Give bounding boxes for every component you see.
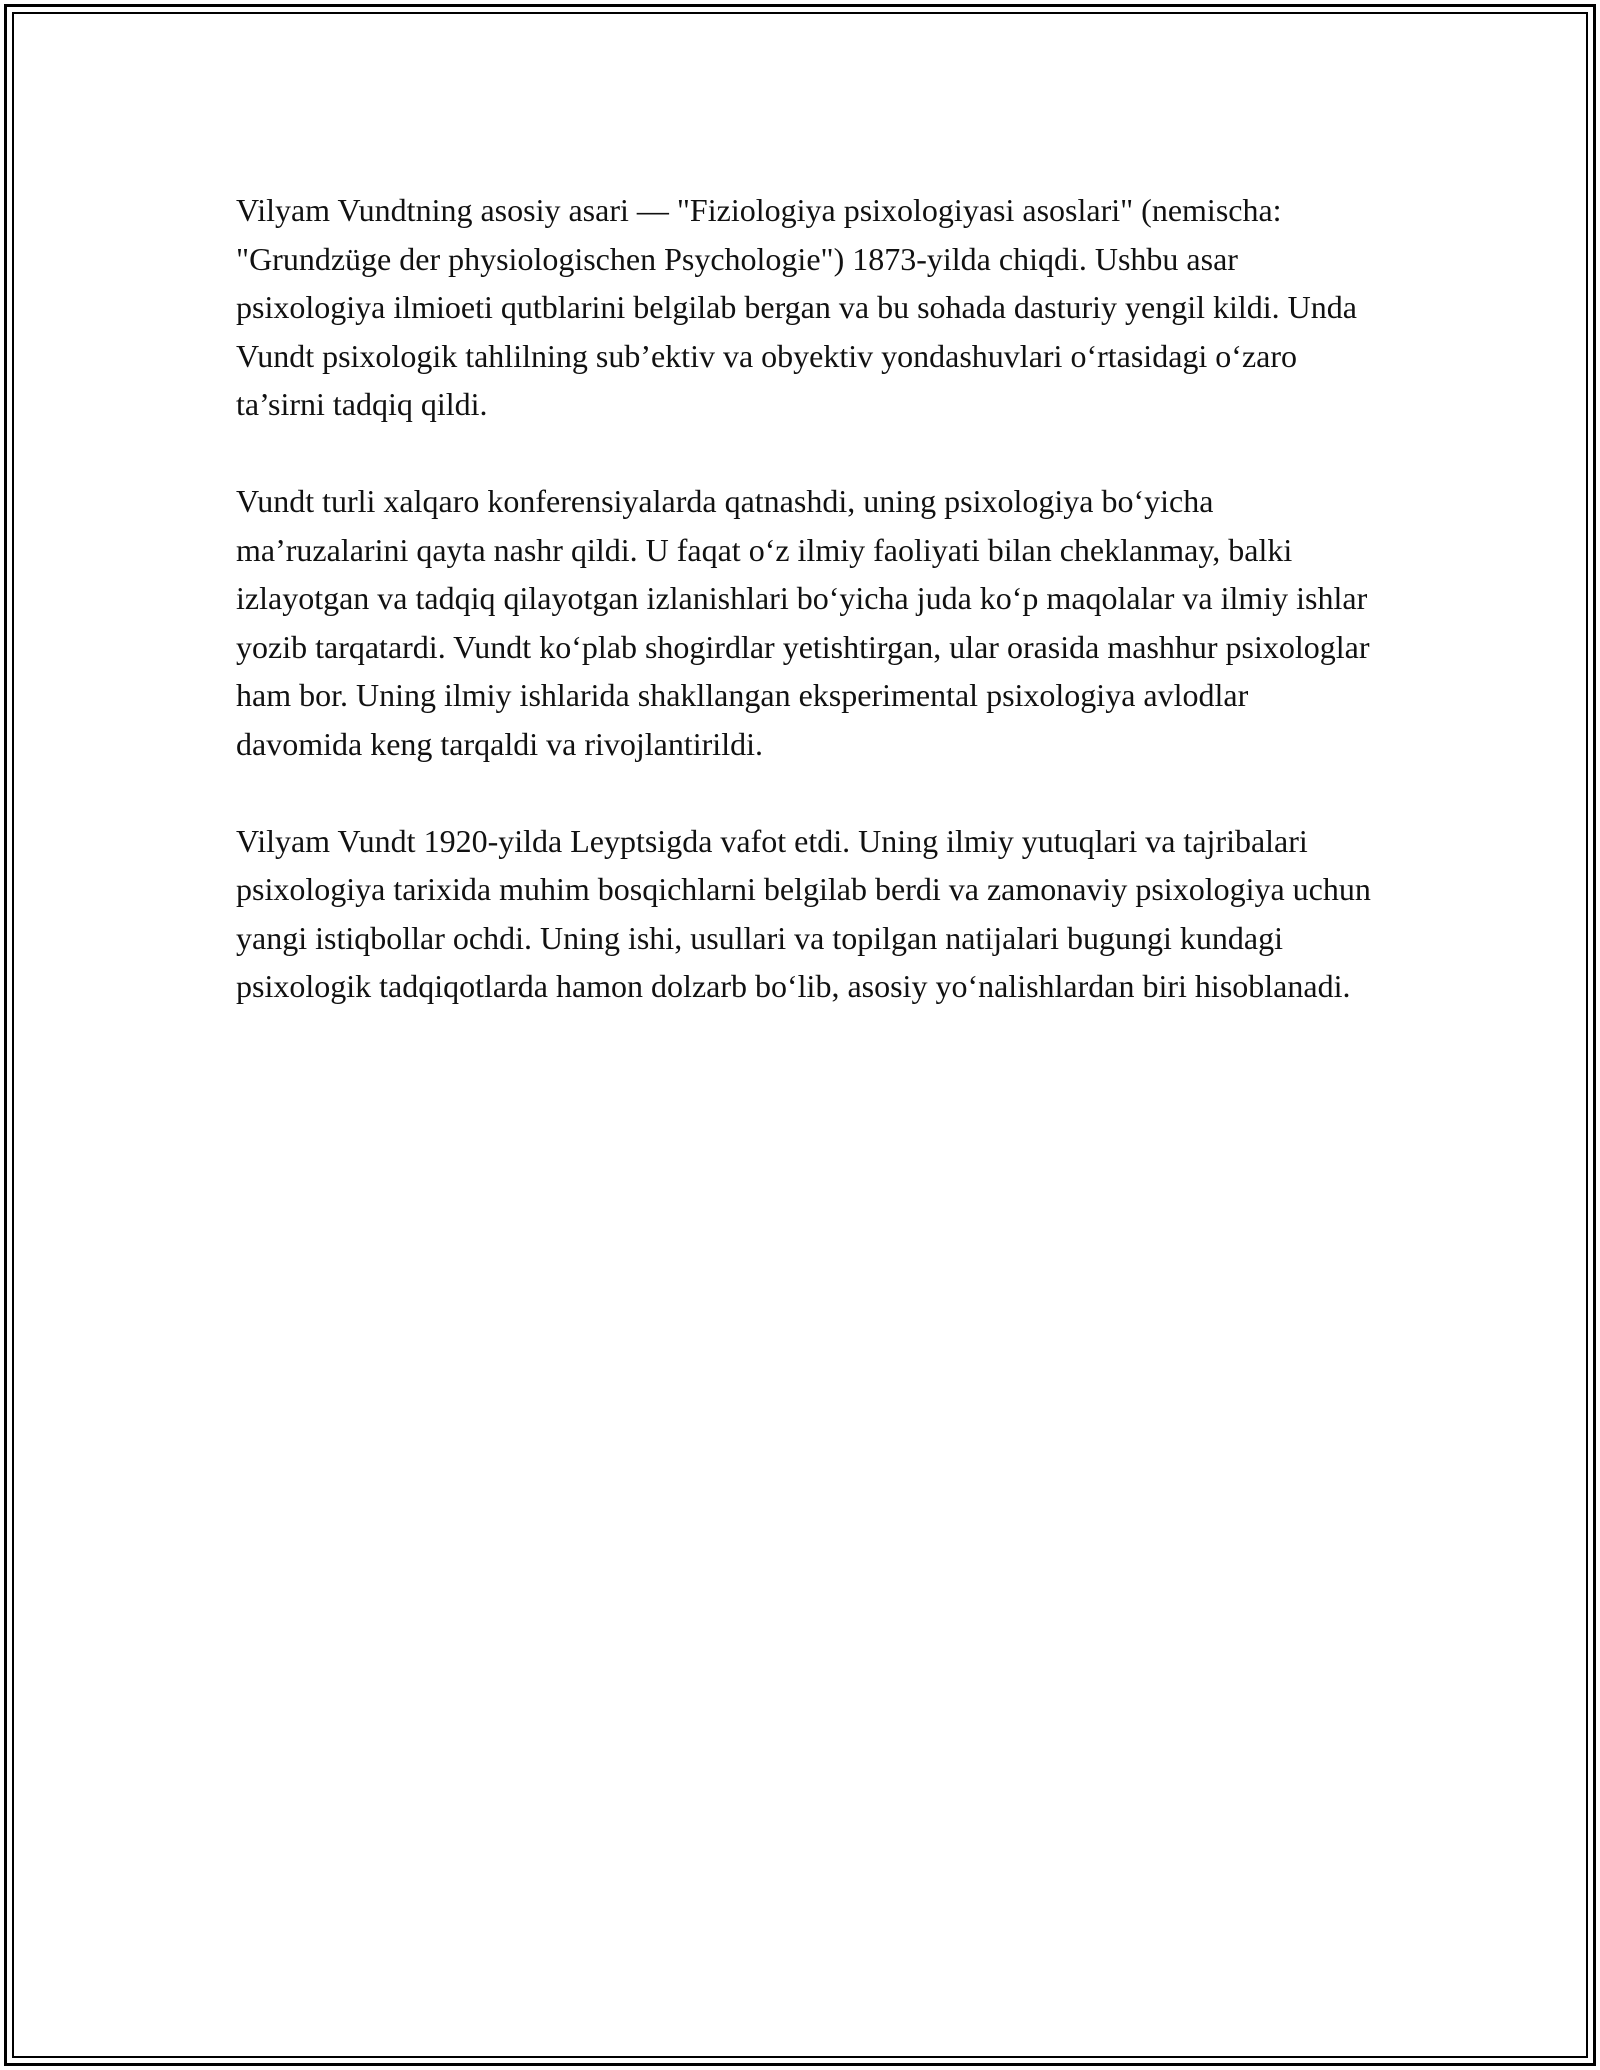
document-body (236, 186, 1376, 1059)
paragraph-1: Vilyam Vundtning asosiy asari — "Fiziologiya psixologiyasi asoslari" (nemischa: "Grundzüge der physiologischen Psychologie") 1873-yilda chiqdi. Ushbu asar psixologiya ilmioeti qutblarini belgilab bergan va bu sohada dasturiy yengil kildi. Unda Vundt psixologik tahlilning sub’ektiv va obyektiv yondashuvlari o‘rtasidagi o‘zaro ta’sirni tadqiq qildi. (236, 192, 1357, 422)
paragraph-3: Vilyam Vundt 1920-yilda Leyptsigda vafot etdi. Uning ilmiy yutuqlari va tajribalari psixologiya tarixida muhim bosqichlarni belgilab berdi va zamonaviy psixologiya uchun yangi istiqbollar ochdi. Uning ishi, usullari va topilgan natijalari bugungi kundagi psixologik tadqiqotlarda hamon dolzarb bo‘lib, asosiy yo‘nalishlardan biri hisoblanadi. (236, 822, 1371, 1004)
paragraph-2: Vundt turli xalqaro konferensiyalarda qatnashdi, uning psixologiya bo‘yicha ma’ruzalarini qayta nashr qildi. U faqat o‘z ilmiy faoliyati bilan cheklanmay, balki izlayotgan va tadqiq qilayotgan izlanishlari bo‘yicha juda ko‘p maqolalar va ilmiy ishlar yozib tarqatardi. Vundt ko‘plab shogirdlar yetishtirgan, ular orasida mashhur psixologlar ham bor. Uning ilmiy ishlarida shakllangan eksperimental psixologiya avlodlar davomida keng tarqaldi va rivojlantirildi. (236, 483, 1370, 762)
